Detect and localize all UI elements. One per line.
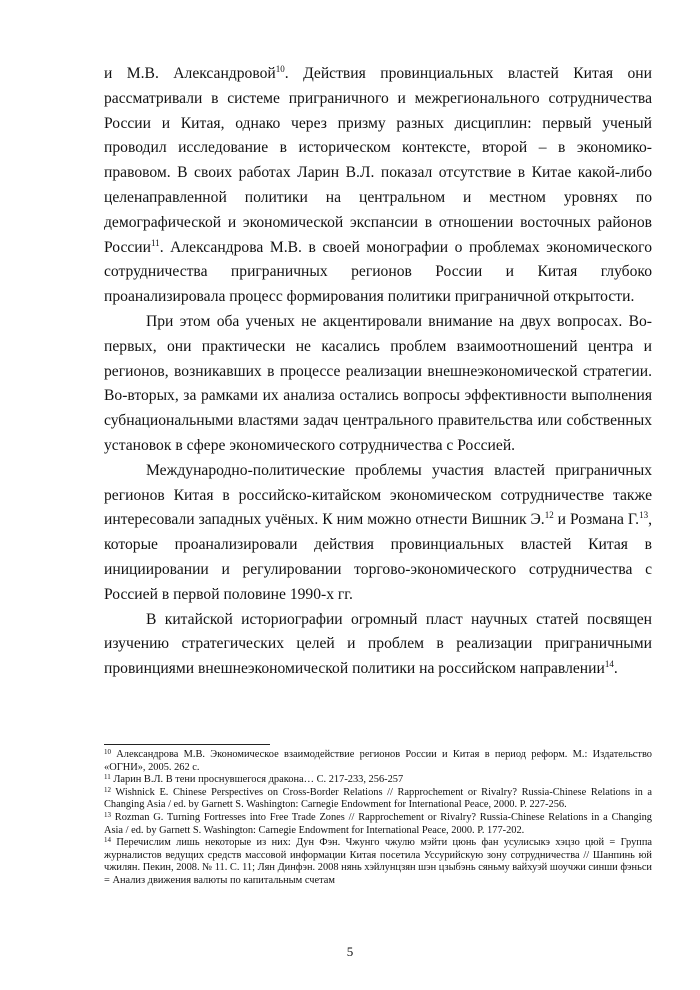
footnote-13: [104, 812, 652, 837]
footnote-number: 10: [104, 748, 111, 756]
footnote-ref-10[interactable]: 10: [275, 64, 285, 74]
footnote-ref-11[interactable]: 11: [151, 237, 160, 248]
text-run: В китайской историографии огромный пласт научных статей посвящен изучению стратегических целей и проблем в реализации приграничными провинциями внешнеэкономической политики на российском направлении: [104, 610, 652, 678]
footnotes: [104, 749, 652, 888]
footnote-12: [104, 787, 652, 812]
main-text: [104, 62, 652, 682]
footnote-text: Wishnick E. Chinese Perspectives on Cross-Border Relations // Rapprochement or Rivalry? Russia-Chinese Relations in a Changing Asia / ed. by Garnett S. Washington: Carnegie Endowment for International Peace, 2000. P. 227-256.: [104, 786, 652, 811]
text-run: и Розмана Г.: [553, 511, 640, 529]
footnote-14: [104, 837, 652, 887]
footnote-number: 12: [104, 785, 111, 794]
text-run: и М.В. Александровой: [104, 65, 276, 82]
paragraph-2: [104, 310, 652, 459]
footnote-ref-14[interactable]: 14: [604, 659, 614, 670]
page-number: 5: [346, 944, 354, 959]
paragraph-1: [104, 62, 652, 310]
footnote-10: [104, 749, 652, 774]
text-run: При этом оба ученых не акцентировали внимание на двух вопросах. Во-первых, они практически не касались проблем взаимоотношений центра и регионов, возникавших в процессе реализации внешнеэкономической стратегии. Во-вторых, за рамками их анализа остались вопросы эффективности выполнения субнациональными властями задач центрального правительства или собственных установок в сфере экономического сотрудничества с Россией.: [104, 312, 652, 454]
paragraph-3: [104, 459, 652, 608]
footnote-number: 14: [104, 836, 111, 845]
text-run: Международно-политические проблемы участия властей приграничных регионов Китая в российско-китайском экономическом сотрудничестве также интересовали западных учёных. К ним можно отнести Вишник Э.: [104, 461, 652, 529]
text-run: .: [613, 660, 618, 678]
text-run: . Александрова М.В. в своей монографии о проблемах экономического сотрудничества приграничных регионов России и Китая глубоко проанализировала процесс формирования политики приграничной открытости.: [104, 238, 652, 306]
footnote-text: Rozman G. Turning Fortresses into Free Trade Zones // Rapprochement or Rivalry? Russia-Chinese Relations in a Changing Asia / ed. by Garnett S. Washington: Carnegie Endowment for International Peace, 2000. P. 177-202.: [104, 811, 652, 836]
footnote-ref-12[interactable]: 12: [544, 510, 554, 521]
footnote-number: 13: [104, 810, 111, 819]
footnote-text: Ларин В.Л. В тени проснувшегося дракона… С. 217-233, 256-257: [110, 774, 404, 786]
paragraph-4: [104, 608, 652, 682]
footnote-text: Александрова М.В. Экономическое взаимодействие регионов России и Китая в период реформ. М.: Издательство «ОГНИ», 2005. 262 с.: [104, 749, 652, 773]
footnote-ref-13[interactable]: 13: [639, 510, 649, 521]
text-run: , которые проанализировали действия провинциальных властей Китая в инициировании и регулировании торгово-экономического сотрудничества с Россией в первой половине 1990-х гг.: [104, 511, 652, 603]
footnote-separator: [104, 744, 270, 745]
footnote-text: Перечислим лишь некоторые из них: Дун Фэн. Чжунго чжулю мэйти цюнь фан усулисыкэ хэцзо цюй = Группа журналистов ведущих средств массовой информации Китая посетила Уссурийскую зону сотрудничества // Шанпинь юй чжилян. Пекин, 2008. № 11. С. 11; Лян Динфэн. 2008 нянь хэйлунцзян шэн цзыбэнь сяньму вайхуэй шоучжи синши фэньси = Анализ движения валюты по капитальным счетам: [104, 837, 652, 886]
footnote-number: 11: [104, 773, 111, 782]
footnote-11: [104, 774, 652, 787]
text-run: . Действия провинциальных властей Китая они рассматривали в системе приграничного и межрегионального сотрудничества России и Китая, однако через призму разных дисциплин: первый ученый проводил исследование в историческом контексте, второй – в экономико-правовом. В своих работах Ларин В.Л. показал отсутствие в Китае какой-либо целенаправленной политики на центральном и местном уровнях по демографической и экономической экспансии в отношении восточных районов России: [104, 65, 652, 256]
